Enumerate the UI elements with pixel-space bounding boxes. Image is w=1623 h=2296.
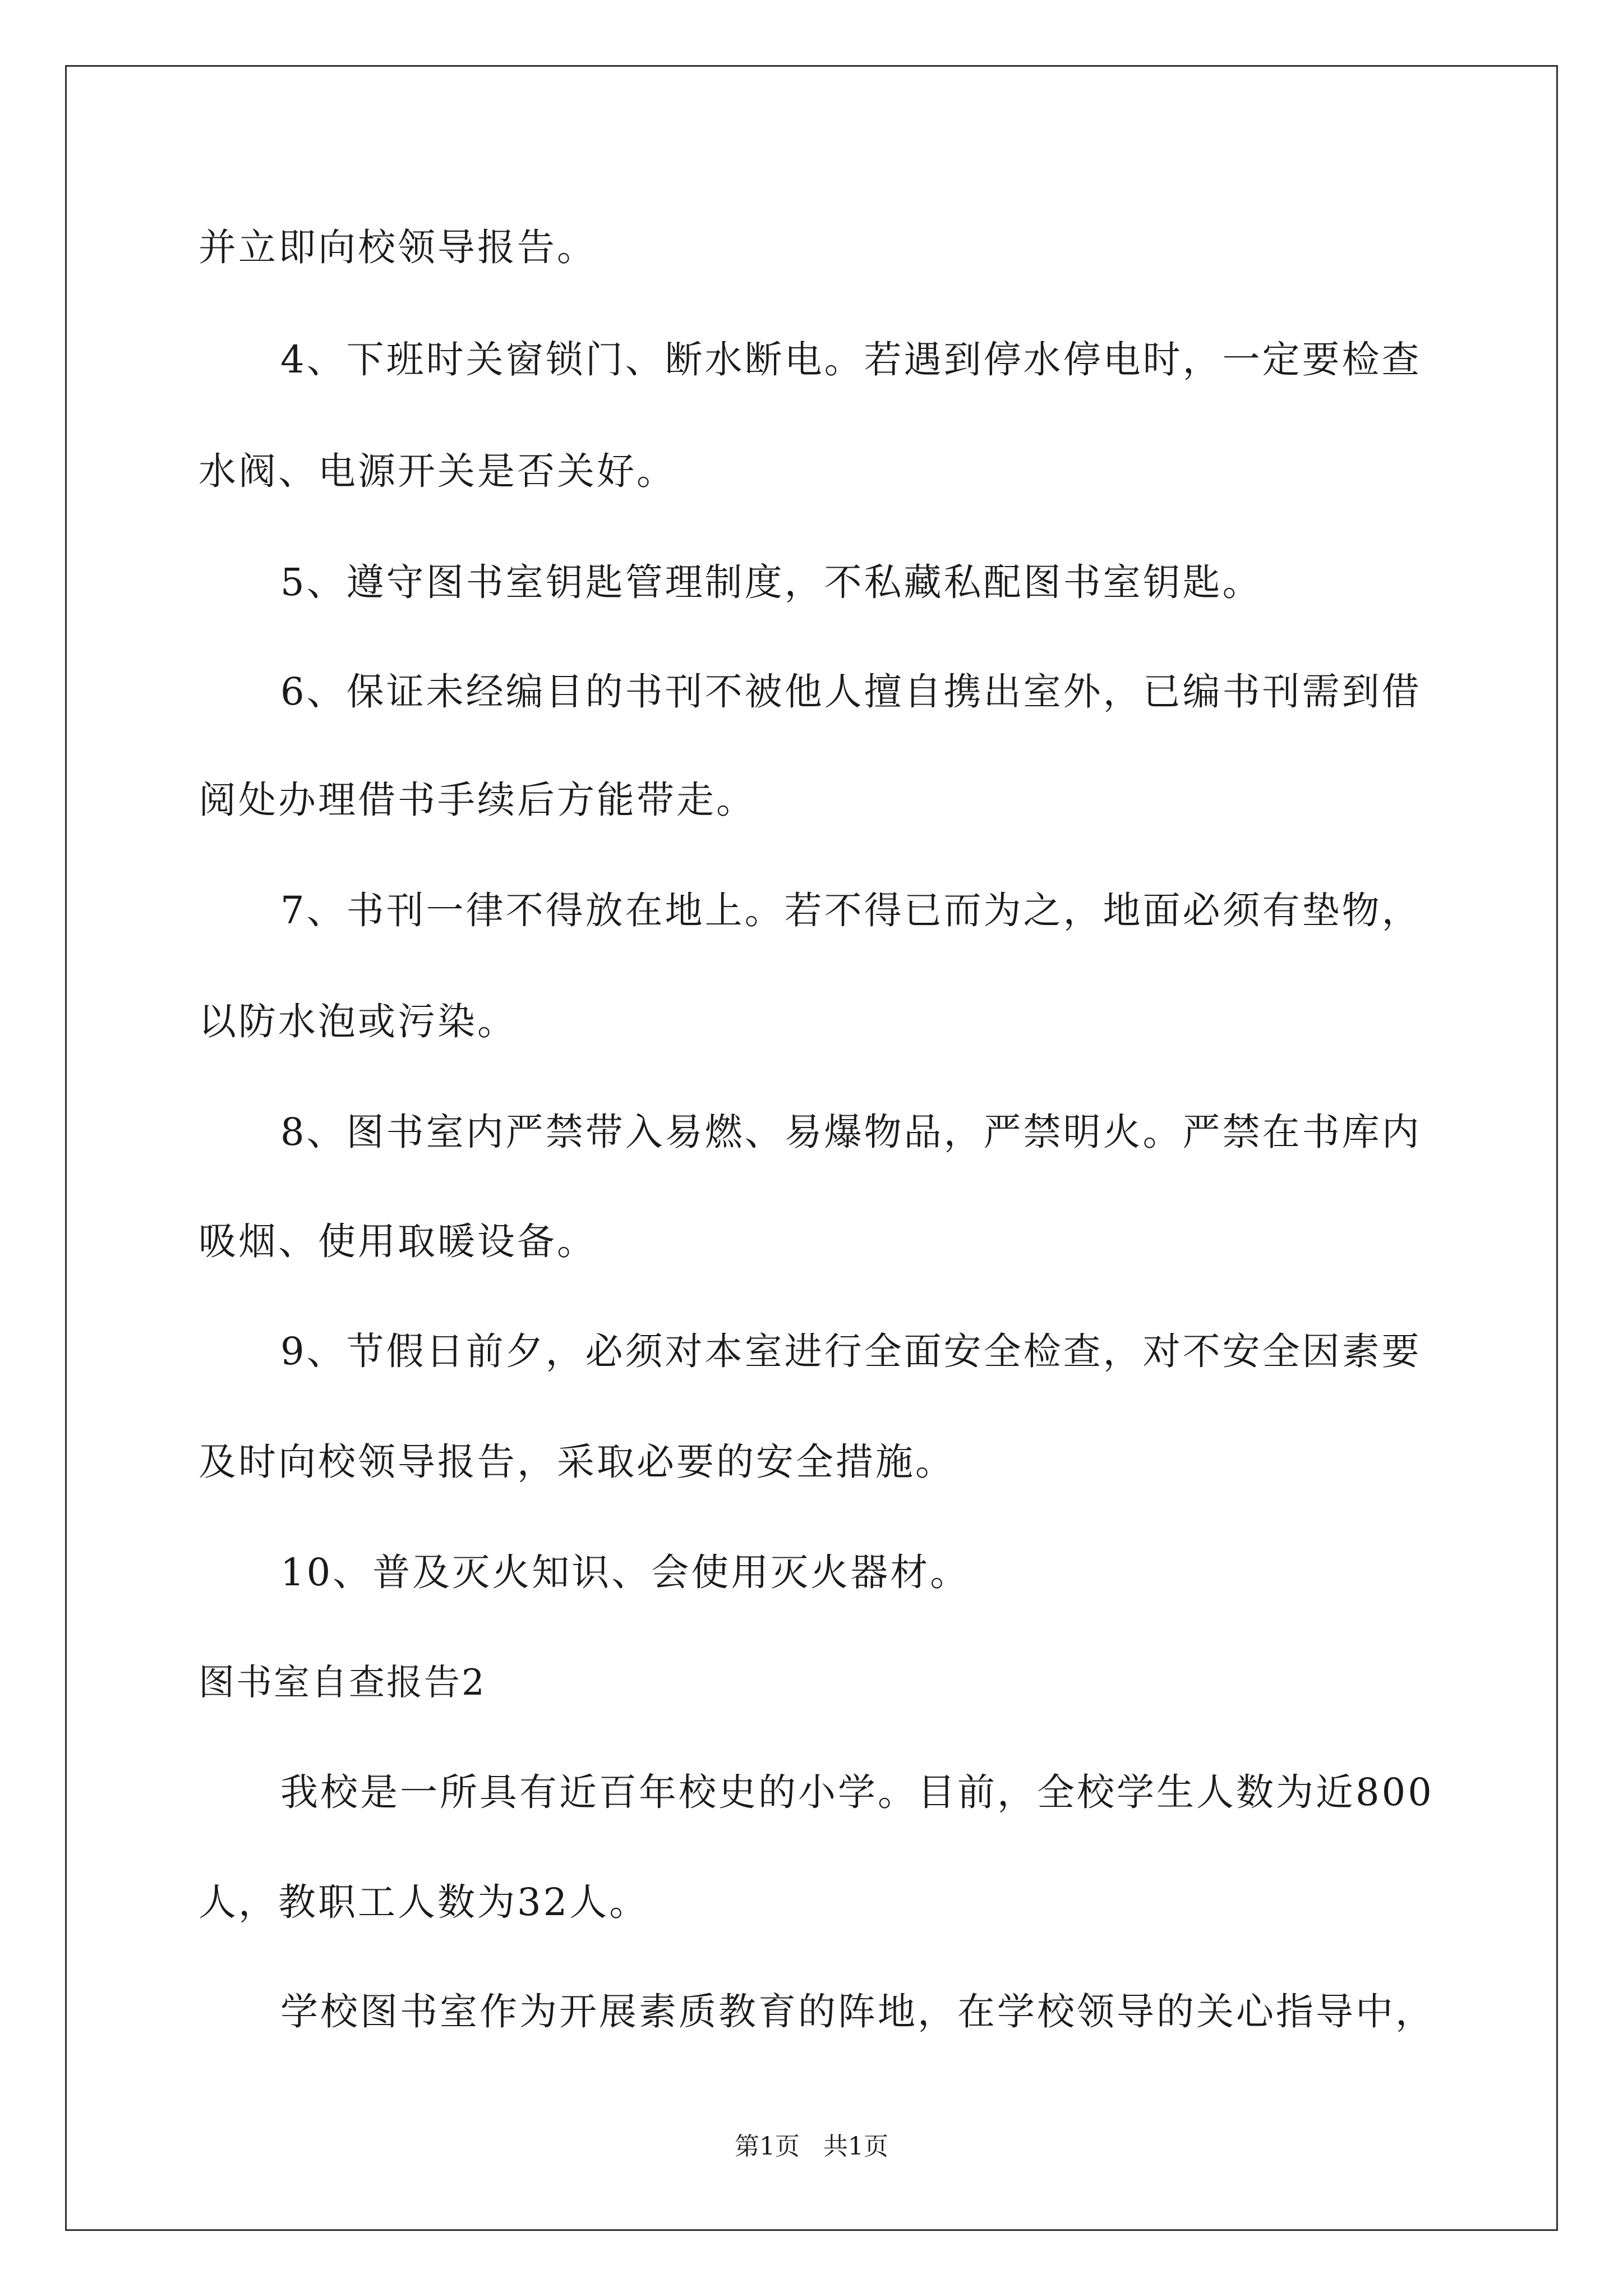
- text-line-15: 我校是一所具有近百年校史的小学。目前，全校学生人数为近800: [280, 1770, 1434, 1814]
- text-line-3: 水阀、电源开关是否关好。: [199, 449, 676, 493]
- text-line-item-10: 10、普及灭火知识、会使用灭火器材。: [280, 1550, 970, 1594]
- text-line-8: 以防水泡或污染。: [199, 1000, 517, 1043]
- page-number-footer: 第1页 共1页: [735, 2132, 888, 2161]
- text-line-item-4: 4、下班时关窗锁门、断水断电。若遇到停水停电时，一定要检查: [280, 338, 1422, 381]
- text-line-6: 阅处办理借书手续后方能带走。: [199, 778, 756, 822]
- text-line-1: 并立即向校领导报告。: [199, 226, 597, 269]
- text-line-item-7: 7、书刊一律不得放在地上。若不得已而为之，地面必须有垫物，: [280, 889, 1422, 932]
- text-line-item-5: 5、遵守图书室钥匙管理制度，不私藏私配图书室钥匙。: [280, 560, 1262, 604]
- text-line-17: 学校图书室作为开展素质教育的阵地，在学校领导的关心指导中，: [280, 1990, 1435, 2033]
- text-line-item-8: 8、图书室内严禁带入易燃、易爆物品，严禁明火。严禁在书库内: [280, 1110, 1422, 1154]
- text-line-item-6: 6、保证未经编目的书刊不被他人擅自携出室外，已编书刊需到借: [280, 670, 1422, 714]
- text-line-10: 吸烟、使用取暖设备。: [199, 1220, 597, 1263]
- text-line-12: 及时向校领导报告，采取必要的安全措施。: [199, 1440, 955, 1484]
- text-line-item-9: 9、节假日前夕，必须对本室进行全面安全检查，对不安全因素要: [280, 1329, 1422, 1373]
- section-heading: 图书室自查报告2: [199, 1662, 486, 1704]
- text-line-16: 人，教职工人数为32人。: [199, 1880, 649, 1924]
